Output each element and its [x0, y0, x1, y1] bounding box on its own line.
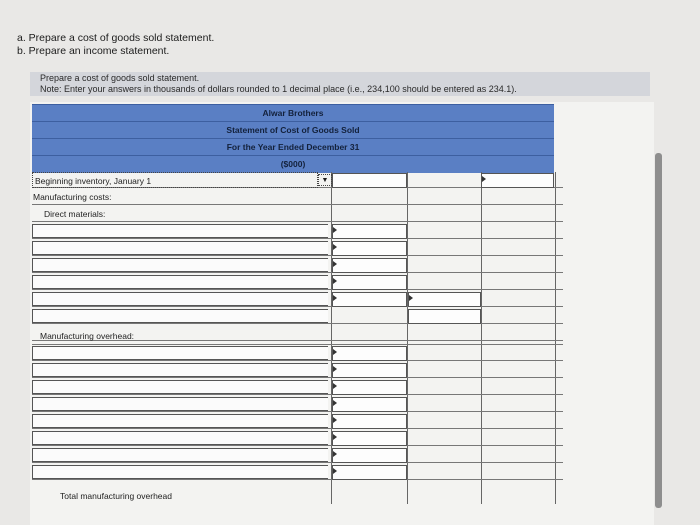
direct-materials-label: Direct materials:: [44, 209, 106, 219]
amount-input[interactable]: [332, 380, 407, 395]
statement-unit: ($000): [280, 159, 306, 169]
statement-title: Statement of Cost of Goods Sold: [32, 122, 554, 139]
beginning-inventory-label[interactable]: Beginning inventory, January 1: [32, 172, 318, 188]
account-input[interactable]: [32, 258, 328, 272]
amount-input[interactable]: [332, 448, 407, 463]
amount-input[interactable]: [332, 397, 407, 412]
manufacturing-overhead-label: Manufacturing overhead:: [40, 331, 135, 341]
triangle-right-icon: [482, 176, 486, 182]
question-b: b. Prepare an income statement.: [17, 45, 170, 57]
table-row: [32, 206, 563, 222]
amount-input[interactable]: [332, 241, 407, 256]
triangle-right-icon: [333, 261, 337, 267]
table-row: [32, 274, 563, 290]
total-overhead-label: Total manufacturing overhead: [60, 491, 172, 501]
amount-input[interactable]: [332, 414, 407, 429]
amount-input[interactable]: [332, 346, 407, 361]
account-dropdown[interactable]: [318, 174, 332, 186]
statement-header: [32, 104, 554, 173]
manufacturing-costs-label: Manufacturing costs:: [33, 192, 112, 202]
table-row: [32, 189, 563, 205]
account-input[interactable]: [32, 465, 328, 479]
amount-input[interactable]: [408, 309, 481, 324]
amount-input[interactable]: [481, 173, 554, 188]
table-row: [32, 345, 563, 361]
table-row: [32, 257, 563, 273]
amount-input[interactable]: [332, 224, 407, 239]
table-row: [32, 464, 563, 480]
table-row: [32, 396, 563, 412]
triangle-right-icon: [333, 366, 337, 372]
amount-input[interactable]: [332, 275, 407, 290]
amount-input[interactable]: [332, 258, 407, 273]
table-row: [32, 223, 563, 239]
amount-input[interactable]: [332, 292, 407, 307]
triangle-right-icon: [409, 295, 413, 301]
account-input[interactable]: [32, 431, 328, 445]
table-row: [32, 413, 563, 429]
company-name: Alwar Brothers: [32, 105, 554, 122]
chevron-down-icon: ▼: [321, 177, 329, 184]
statement-period: For the Year Ended December 31: [32, 139, 554, 156]
triangle-right-icon: [333, 451, 337, 457]
table-row: [32, 447, 563, 463]
triangle-right-icon: [333, 278, 337, 284]
account-input[interactable]: [32, 275, 328, 289]
table-row: [32, 328, 563, 345]
account-input[interactable]: [32, 363, 328, 377]
account-input[interactable]: [32, 224, 328, 238]
table-row: [32, 488, 563, 504]
account-input[interactable]: [32, 448, 328, 462]
amount-input[interactable]: [332, 465, 407, 480]
triangle-right-icon: [333, 468, 337, 474]
amount-input[interactable]: [332, 173, 407, 188]
table-row: [32, 308, 563, 324]
question-a: a. Prepare a cost of goods sold statement.: [17, 32, 215, 44]
table-row: [32, 379, 563, 395]
instruction-title: Prepare a cost of goods sold statement.: [40, 73, 200, 83]
account-input[interactable]: [32, 241, 328, 255]
triangle-right-icon: [333, 244, 337, 250]
triangle-right-icon: [333, 295, 337, 301]
question-list: [17, 32, 214, 58]
account-input[interactable]: [32, 380, 328, 394]
instruction-panel: [30, 72, 650, 96]
account-input[interactable]: [32, 292, 328, 306]
triangle-right-icon: [333, 227, 337, 233]
triangle-right-icon: [333, 434, 337, 440]
account-input[interactable]: [32, 397, 328, 411]
amount-input[interactable]: [332, 431, 407, 446]
table-row: [32, 430, 563, 446]
amount-input[interactable]: [408, 292, 481, 307]
table-row: [32, 291, 563, 307]
triangle-right-icon: [333, 383, 337, 389]
triangle-right-icon: [333, 417, 337, 423]
triangle-right-icon: [333, 400, 337, 406]
account-input[interactable]: [32, 414, 328, 428]
amount-input[interactable]: [332, 363, 407, 378]
table-row: [32, 240, 563, 256]
scrollbar[interactable]: [655, 153, 662, 508]
instruction-note: Note: Enter your answers in thousands of dollars rounded to 1 decimal place (i.e., 234,100 should be entered as 234.1).: [40, 84, 517, 94]
table-row: [32, 362, 563, 378]
triangle-right-icon: [333, 349, 337, 355]
account-input[interactable]: [32, 346, 328, 360]
account-input[interactable]: [32, 309, 328, 323]
